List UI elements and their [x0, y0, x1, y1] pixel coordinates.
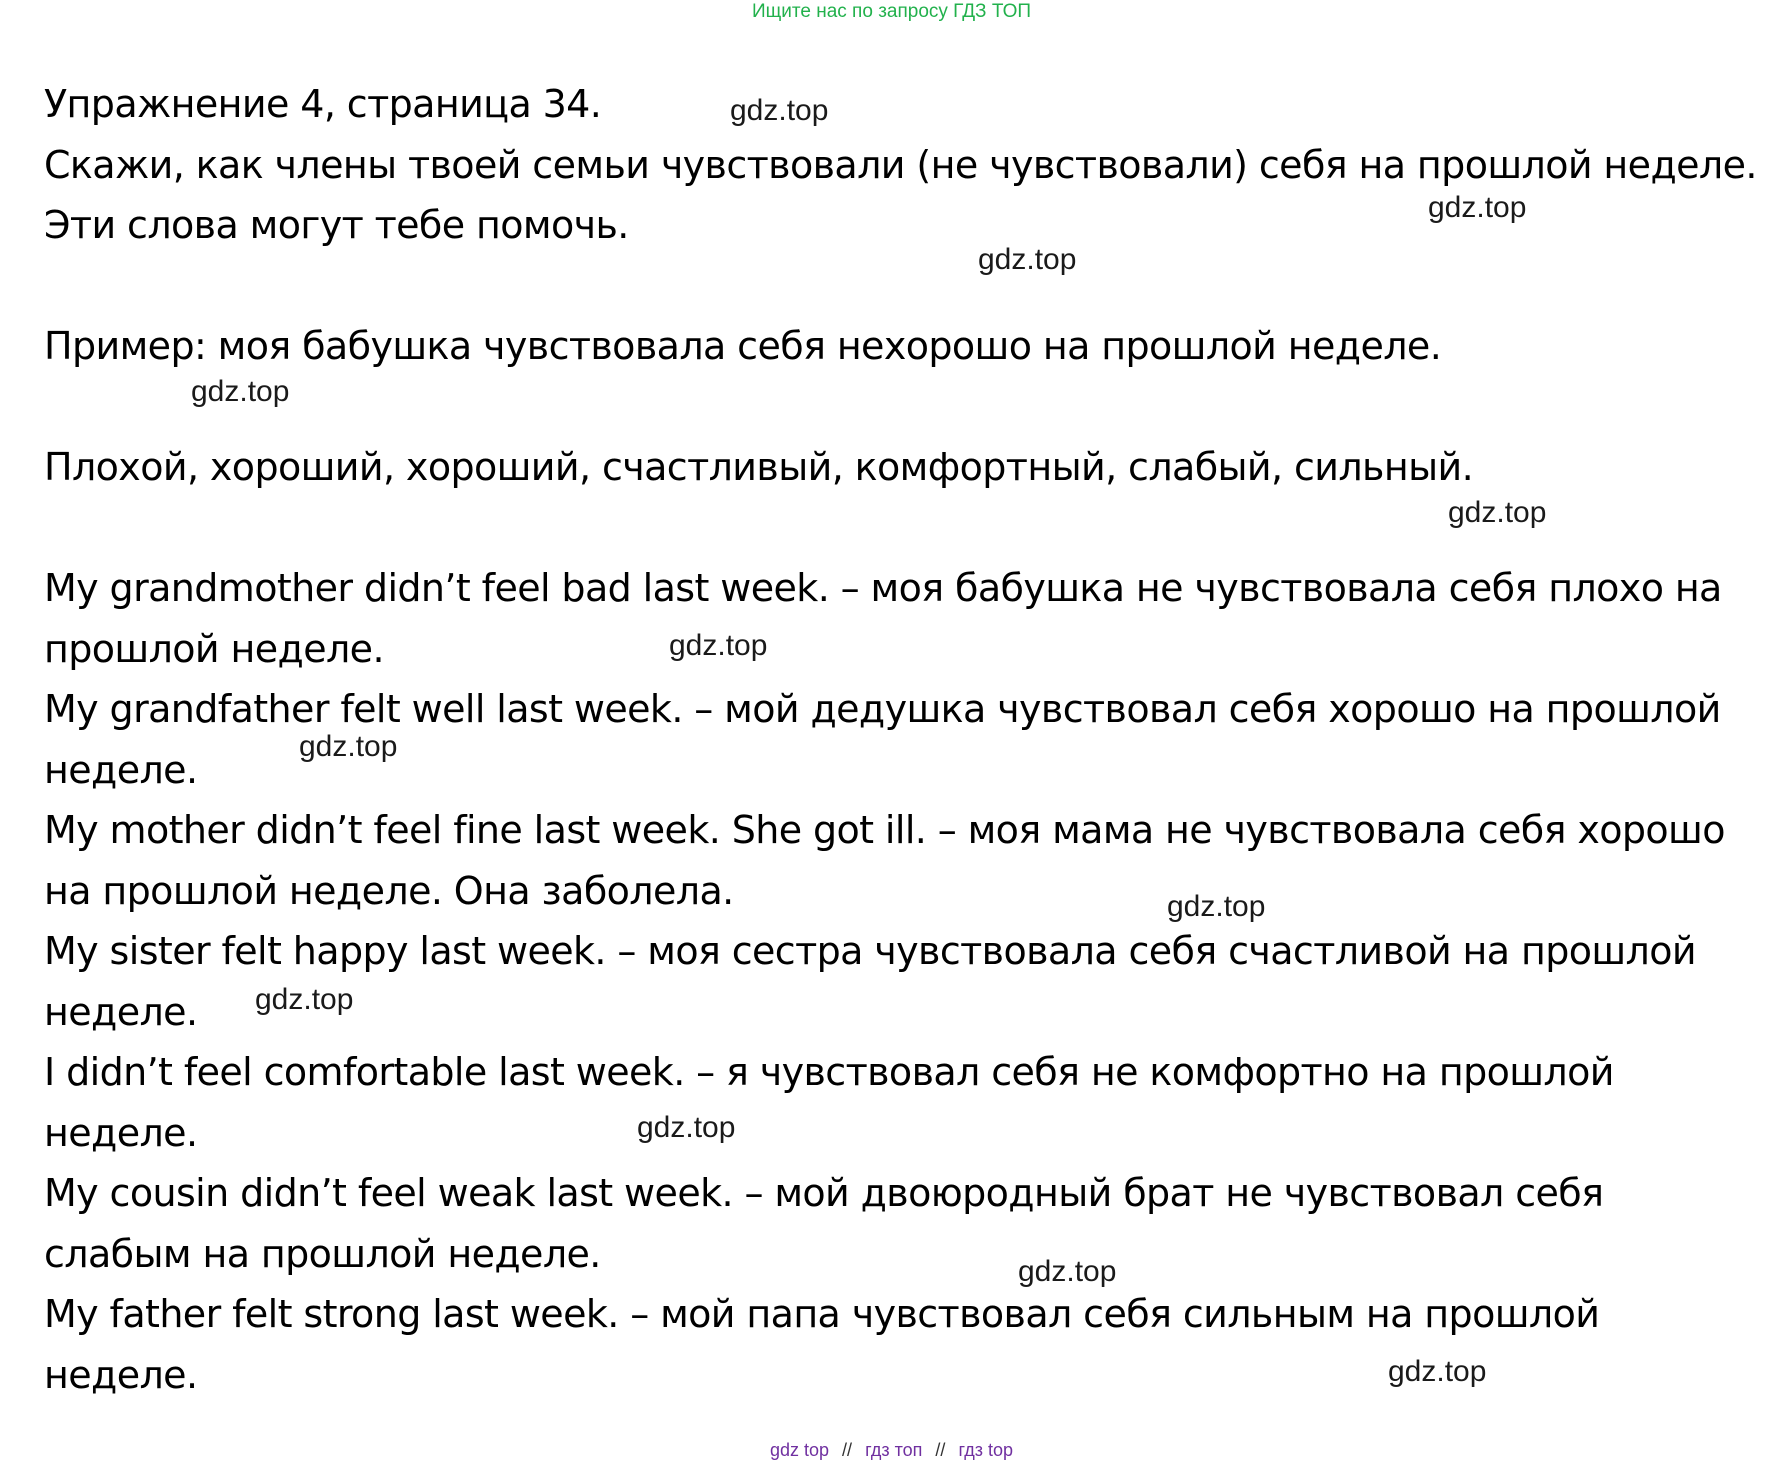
watermark: gdz.top	[191, 375, 290, 408]
watermark: gdz.top	[299, 730, 398, 763]
watermark: gdz.top	[1428, 191, 1527, 224]
answer-line: My cousin didn’t feel weak last week. – мой двоюродный брат не чувствовал себя	[44, 1171, 1604, 1215]
footer-separator: //	[935, 1440, 946, 1460]
footer-link[interactable]: gdz top	[769, 1440, 830, 1460]
footer-link[interactable]: гдз top	[958, 1440, 1013, 1460]
answer-line: неделе.	[44, 747, 198, 792]
word-list: Плохой, хороший, хороший, счастливый, комфортный, слабый, сильный.	[44, 445, 1474, 489]
top-banner: Ищите нас по запросу ГДЗ ТОП	[751, 1, 1032, 22]
task-line: Скажи, как члены твоей семьи чувствовали (не чувствовали) себя на прошлой неделе.	[44, 142, 1757, 187]
answer-line: неделе.	[44, 1110, 198, 1155]
footer-link[interactable]: гдз топ	[865, 1440, 923, 1460]
answer-line: неделе.	[44, 1352, 198, 1397]
exercise-title: Упражнение 4, страница 34.	[44, 82, 602, 126]
answer-line: My grandmother didn’t feel bad last week. – моя бабушка не чувствовала себя плохо на	[44, 566, 1722, 610]
example-line: Пример: моя бабушка чувствовала себя нехорошо на прошлой неделе.	[44, 324, 1442, 368]
answer-line: My sister felt happy last week. – моя сестра чувствовала себя счастливой на прошлой	[44, 929, 1696, 973]
spacer	[44, 377, 1754, 438]
answer-line: прошлой неделе.	[44, 626, 384, 671]
watermark: gdz.top	[637, 1111, 736, 1144]
watermark: gdz.top	[255, 983, 354, 1016]
watermark: gdz.top	[669, 629, 768, 662]
footer-links	[0, 1439, 1783, 1461]
answer-line: I didn’t feel comfortable last week. – я чувствовал себя не комфортно на прошлой	[44, 1050, 1614, 1094]
answer-line: My father felt strong last week. – мой папа чувствовал себя сильным на прошлой	[44, 1292, 1600, 1336]
answer-line: слабым на прошлой неделе.	[44, 1231, 601, 1276]
task-line: Эти слова могут тебе помочь.	[44, 203, 629, 247]
answer-line: неделе.	[44, 989, 198, 1034]
watermark: gdz.top	[1448, 496, 1547, 529]
answer-line: My mother didn’t feel fine last week. She got ill. – моя мама не чувствовала себя хорошо	[44, 808, 1725, 852]
watermark: gdz.top	[1388, 1355, 1487, 1388]
watermark: gdz.top	[1018, 1255, 1117, 1288]
watermark: gdz.top	[978, 243, 1077, 276]
watermark: gdz.top	[1167, 890, 1266, 923]
footer-separator: //	[842, 1440, 853, 1460]
watermark: gdz.top	[730, 94, 829, 127]
answer-line: на прошлой неделе. Она заболела.	[44, 868, 734, 913]
answer-line: My grandfather felt well last week. – мой дедушка чувствовал себя хорошо на прошлой	[44, 687, 1721, 731]
spacer	[44, 256, 1754, 317]
